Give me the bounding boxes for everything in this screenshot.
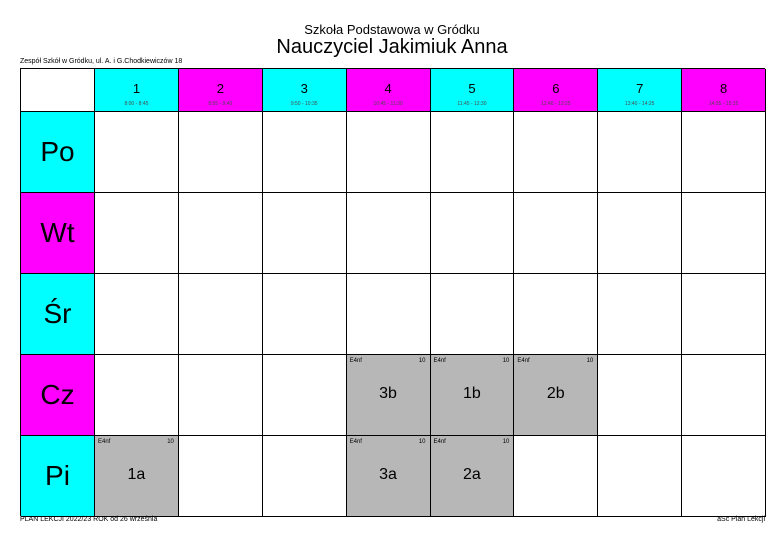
period-time: 14:35 - 15:15 xyxy=(708,101,739,107)
period-time: 11:45 - 12:30 xyxy=(457,101,487,107)
empty-slot xyxy=(514,274,598,355)
empty-slot xyxy=(179,355,263,436)
day-label: Wt xyxy=(21,193,95,274)
empty-slot xyxy=(431,274,515,355)
period-time: 8:55 - 9:40 xyxy=(208,101,233,107)
empty-slot xyxy=(682,355,766,436)
empty-slot xyxy=(682,112,766,193)
empty-slot xyxy=(598,436,682,517)
school-name: Szkoła Podstawowa w Gródku xyxy=(304,22,480,37)
lesson-card[interactable] xyxy=(95,436,179,517)
lesson-subject: E4nf xyxy=(517,358,530,364)
empty-slot xyxy=(598,193,682,274)
empty-slot xyxy=(347,112,431,193)
empty-slot xyxy=(95,112,179,193)
empty-slot xyxy=(514,436,598,517)
period-number: 4 xyxy=(384,81,392,96)
empty-slot xyxy=(431,193,515,274)
period-header xyxy=(347,69,431,112)
empty-slot xyxy=(598,112,682,193)
lesson-class: 2b xyxy=(546,385,565,402)
empty-slot xyxy=(514,112,598,193)
lesson-subject: E4nf xyxy=(433,358,446,364)
empty-slot xyxy=(263,274,347,355)
period-number: 8 xyxy=(719,81,728,96)
empty-slot xyxy=(347,193,431,274)
empty-slot xyxy=(179,274,263,355)
empty-slot xyxy=(179,436,263,517)
empty-slot xyxy=(431,112,515,193)
period-time: 8:00 - 8:45 xyxy=(124,101,149,107)
empty-slot xyxy=(682,193,766,274)
day-label: Pi xyxy=(21,436,95,517)
empty-slot xyxy=(263,112,347,193)
corner-cell xyxy=(21,69,95,112)
lesson-room: 10 xyxy=(502,358,510,364)
empty-slot xyxy=(263,436,347,517)
period-number: 2 xyxy=(216,81,224,96)
lesson-room: 10 xyxy=(167,439,174,445)
lesson-room: 10 xyxy=(502,439,510,445)
empty-slot xyxy=(598,274,682,355)
empty-slot xyxy=(682,274,766,355)
lesson-card[interactable] xyxy=(431,355,515,436)
lesson-card[interactable] xyxy=(347,355,431,436)
period-header xyxy=(682,69,766,112)
empty-slot xyxy=(263,355,347,436)
lesson-room: 10 xyxy=(586,358,594,364)
empty-slot xyxy=(263,193,347,274)
period-time: 10:45 - 11:30 xyxy=(373,101,403,107)
empty-slot xyxy=(95,355,179,436)
period-time: 12:40 - 13:25 xyxy=(541,101,571,107)
empty-slot xyxy=(598,355,682,436)
period-header xyxy=(598,69,682,112)
lesson-room: 10 xyxy=(418,358,426,364)
period-time: 13:40 - 14:25 xyxy=(624,101,655,107)
empty-slot xyxy=(347,274,431,355)
lesson-subject: E4nf xyxy=(98,439,111,445)
period-header xyxy=(431,69,515,112)
empty-slot xyxy=(179,112,263,193)
lesson-card[interactable] xyxy=(514,355,598,436)
period-number: 1 xyxy=(132,81,141,96)
lesson-class: 1a xyxy=(127,466,146,483)
period-time: 9:50 - 10:35 xyxy=(290,101,318,107)
lesson-subject: E4nf xyxy=(349,358,362,364)
lesson-class: 1b xyxy=(463,385,481,402)
lesson-card[interactable] xyxy=(431,436,515,517)
footer-plan-info: PLAN LEKCJI 2022/23 ROK od 26 września xyxy=(20,516,158,523)
day-label: Śr xyxy=(21,274,95,355)
lesson-class: 2a xyxy=(463,466,481,483)
period-header xyxy=(95,69,179,112)
lesson-room: 10 xyxy=(418,439,426,445)
period-number: 7 xyxy=(636,81,644,96)
footer-software: aSc Plan Lekcji xyxy=(717,516,765,523)
empty-slot xyxy=(95,193,179,274)
lesson-class: 3a xyxy=(379,466,397,483)
lesson-subject: E4nf xyxy=(433,439,446,445)
lesson-class: 3b xyxy=(379,385,397,402)
period-number: 3 xyxy=(300,81,308,96)
empty-slot xyxy=(514,193,598,274)
lesson-card[interactable] xyxy=(347,436,431,517)
period-number: 6 xyxy=(552,81,560,96)
day-label: Po xyxy=(21,112,95,193)
period-header xyxy=(514,69,598,112)
empty-slot xyxy=(682,436,766,517)
period-header xyxy=(263,69,347,112)
timetable-grid xyxy=(20,68,765,516)
empty-slot xyxy=(95,274,179,355)
lesson-subject: E4nf xyxy=(349,439,362,445)
school-address: Zespół Szkół w Gródku, ul. A. i G.Chodkiewiczów 18 xyxy=(20,58,183,65)
period-number: 5 xyxy=(468,81,476,96)
period-header xyxy=(179,69,263,112)
day-label: Cz xyxy=(21,355,95,436)
empty-slot xyxy=(179,193,263,274)
teacher-name: Nauczyciel Jakimiuk Anna xyxy=(276,36,508,58)
